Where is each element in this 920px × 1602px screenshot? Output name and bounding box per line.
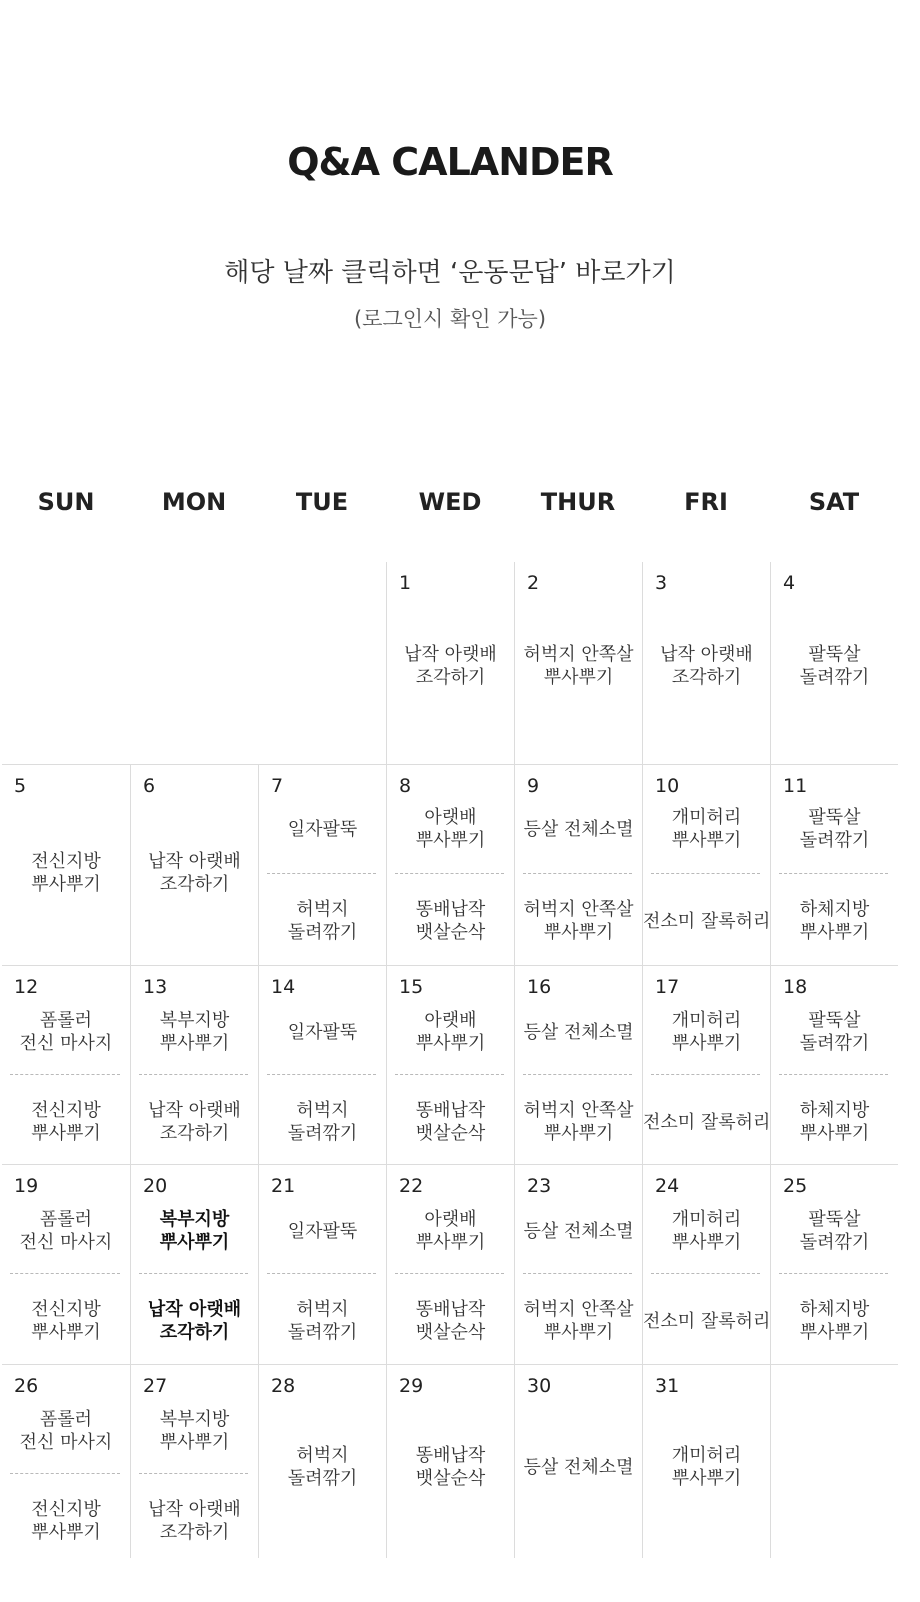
event-top[interactable]: 개미허리 뿌사뿌기 xyxy=(671,807,742,851)
day-number: 2 xyxy=(527,572,540,594)
event-divider xyxy=(267,873,376,874)
day-number: 14 xyxy=(271,976,296,998)
event-top[interactable]: 아랫배 뿌사뿌기 xyxy=(415,1010,486,1054)
weekday-tue: TUE xyxy=(295,488,349,516)
calendar-empty-cell xyxy=(2,562,130,764)
calendar-day-15[interactable] xyxy=(386,965,514,1164)
event-top[interactable]: 납작 아랫배 조각하기 xyxy=(660,644,753,688)
event-bottom[interactable]: 하체지방 뿌사뿌기 xyxy=(799,1299,870,1343)
event-top[interactable]: 납작 아랫배 조각하기 xyxy=(404,644,497,688)
calendar-empty-cell xyxy=(770,1364,898,1558)
calendar-day-10[interactable] xyxy=(642,764,770,965)
event-top[interactable]: 일자팔뚝 xyxy=(287,818,358,840)
calendar-day-11[interactable] xyxy=(770,764,898,965)
calendar-day-25[interactable] xyxy=(770,1164,898,1364)
calendar-day-29[interactable] xyxy=(386,1364,514,1558)
calendar-day-22[interactable] xyxy=(386,1164,514,1364)
calendar-day-19[interactable] xyxy=(2,1164,130,1364)
event-divider xyxy=(10,1273,120,1274)
event-divider xyxy=(267,1273,376,1274)
calendar-day-21[interactable] xyxy=(258,1164,386,1364)
event-divider xyxy=(10,1473,120,1474)
day-number: 10 xyxy=(655,775,680,797)
event-bottom[interactable]: 허벅지 안쪽살 뿌사뿌기 xyxy=(523,1299,634,1343)
day-number: 24 xyxy=(655,1175,680,1197)
day-number: 23 xyxy=(527,1175,552,1197)
calendar-day-4[interactable] xyxy=(770,562,898,764)
calendar-day-18[interactable] xyxy=(770,965,898,1164)
day-number: 18 xyxy=(783,976,808,998)
event-divider xyxy=(139,1074,248,1075)
day-number: 12 xyxy=(14,976,39,998)
day-number: 6 xyxy=(143,775,156,797)
event-divider xyxy=(651,1273,760,1274)
event-bottom[interactable]: 허벅지 안쪽살 뿌사뿌기 xyxy=(523,1100,634,1144)
event-top[interactable]: 아랫배 뿌사뿌기 xyxy=(415,807,486,851)
day-number: 4 xyxy=(783,572,796,594)
calendar-day-31[interactable] xyxy=(642,1364,770,1558)
event-top[interactable]: 등살 전체소멸 xyxy=(523,1220,634,1242)
event-divider xyxy=(651,873,760,874)
page-subtitle: 해당 날짜 클릭하면 ‘운동문답’ 바로가기 xyxy=(224,258,676,288)
weekday-sun: SUN xyxy=(37,488,95,516)
event-bottom[interactable]: 전소미 잘록허리 xyxy=(643,1111,771,1133)
day-number: 7 xyxy=(271,775,284,797)
day-number: 31 xyxy=(655,1375,680,1397)
weekday-thur: THUR xyxy=(540,488,616,516)
event-top[interactable]: 아랫배 뿌사뿌기 xyxy=(415,1209,486,1253)
event-bottom[interactable]: 전신지방 뿌사뿌기 xyxy=(31,1100,101,1144)
calendar-day-24[interactable] xyxy=(642,1164,770,1364)
weekday-wed: WED xyxy=(418,488,482,516)
event-bottom[interactable]: 허벅지 안쪽살 뿌사뿌기 xyxy=(523,899,634,943)
day-number: 9 xyxy=(527,775,540,797)
event-bottom[interactable]: 전신지방 뿌사뿌기 xyxy=(31,1499,101,1543)
calendar-empty-cell xyxy=(258,562,386,764)
event-divider xyxy=(523,1074,632,1075)
event-bottom[interactable]: 전소미 잘록허리 xyxy=(643,1310,771,1332)
day-number: 8 xyxy=(399,775,412,797)
event-bottom[interactable]: 납작 아랫배 조각하기 xyxy=(148,1499,241,1543)
day-number: 27 xyxy=(143,1375,168,1397)
event-bottom[interactable]: 허벅지 돌려깎기 xyxy=(287,1100,358,1144)
day-number: 3 xyxy=(655,572,668,594)
event-top[interactable]: 전신지방 뿌사뿌기 xyxy=(31,851,101,895)
weekday-header xyxy=(2,488,898,524)
calendar-day-5[interactable] xyxy=(2,764,130,965)
day-number: 26 xyxy=(14,1375,39,1397)
event-top[interactable]: 일자팔뚝 xyxy=(287,1220,358,1242)
event-top[interactable]: 팔뚝살 돌려깎기 xyxy=(799,1209,870,1253)
event-divider xyxy=(395,873,504,874)
calendar-day-12[interactable] xyxy=(2,965,130,1164)
event-divider xyxy=(651,1074,760,1075)
calendar-day-7[interactable] xyxy=(258,764,386,965)
calendar-empty-cell xyxy=(130,562,258,764)
event-top[interactable]: 폼롤러 전신 마사지 xyxy=(19,1010,113,1054)
event-divider xyxy=(779,1273,888,1274)
day-number: 30 xyxy=(527,1375,552,1397)
event-top[interactable]: 폼롤러 전신 마사지 xyxy=(19,1409,113,1453)
event-bottom[interactable]: 허벅지 돌려깎기 xyxy=(287,1299,358,1343)
day-number: 5 xyxy=(14,775,27,797)
day-number: 22 xyxy=(399,1175,424,1197)
day-number: 28 xyxy=(271,1375,296,1397)
event-top[interactable]: 복부지방 뿌사뿌기 xyxy=(159,1209,230,1253)
day-number: 19 xyxy=(14,1175,39,1197)
calendar-day-20[interactable] xyxy=(130,1164,258,1364)
day-number: 13 xyxy=(143,976,168,998)
event-top[interactable]: 팔뚝살 돌려깎기 xyxy=(799,644,870,688)
day-number: 20 xyxy=(143,1175,168,1197)
event-divider xyxy=(139,1273,248,1274)
day-number: 15 xyxy=(399,976,424,998)
event-bottom[interactable]: 똥배납작 뱃살순삭 xyxy=(415,1100,486,1144)
event-bottom[interactable]: 똥배납작 뱃살순삭 xyxy=(415,1299,486,1343)
day-number: 16 xyxy=(527,976,552,998)
calendar-day-1[interactable] xyxy=(386,562,514,764)
event-bottom[interactable]: 전소미 잘록허리 xyxy=(643,910,771,932)
calendar-day-9[interactable] xyxy=(514,764,642,965)
event-top[interactable]: 개미허리 뿌사뿌기 xyxy=(671,1010,742,1054)
calendar-day-28[interactable] xyxy=(258,1364,386,1558)
event-divider xyxy=(523,1273,632,1274)
event-divider xyxy=(139,1473,248,1474)
event-top[interactable]: 개미허리 뿌사뿌기 xyxy=(671,1209,742,1253)
event-divider xyxy=(779,1074,888,1075)
event-top[interactable]: 복부지방 뿌사뿌기 xyxy=(159,1409,230,1453)
calendar-day-6[interactable] xyxy=(130,764,258,965)
day-number: 17 xyxy=(655,976,680,998)
event-top[interactable]: 팔뚝살 돌려깎기 xyxy=(799,1010,870,1054)
calendar-day-27[interactable] xyxy=(130,1364,258,1558)
event-top[interactable]: 등살 전체소멸 xyxy=(523,1021,634,1043)
calendar-day-2[interactable] xyxy=(514,562,642,764)
event-bottom[interactable]: 납작 아랫배 조각하기 xyxy=(147,1299,242,1343)
event-divider xyxy=(779,873,888,874)
calendar-day-23[interactable] xyxy=(514,1164,642,1364)
day-number: 25 xyxy=(783,1175,808,1197)
event-top[interactable]: 등살 전체소멸 xyxy=(523,818,634,840)
event-divider xyxy=(395,1074,504,1075)
weekday-mon: MON xyxy=(161,488,227,516)
event-top[interactable]: 폼롤러 전신 마사지 xyxy=(19,1209,113,1253)
event-divider xyxy=(523,873,632,874)
day-number: 1 xyxy=(399,572,412,594)
weekday-sat: SAT xyxy=(808,488,860,516)
weekday-fri: FRI xyxy=(684,488,728,516)
event-top[interactable]: 복부지방 뿌사뿌기 xyxy=(159,1010,230,1054)
event-divider xyxy=(267,1074,376,1075)
event-top[interactable]: 납작 아랫배 조각하기 xyxy=(148,851,241,895)
event-top[interactable]: 개미허리 뿌사뿌기 xyxy=(671,1445,742,1489)
event-bottom[interactable]: 전신지방 뿌사뿌기 xyxy=(31,1299,101,1343)
calendar-day-17[interactable] xyxy=(642,965,770,1164)
calendar-day-14[interactable] xyxy=(258,965,386,1164)
event-bottom[interactable]: 하체지방 뿌사뿌기 xyxy=(799,899,870,943)
day-number: 29 xyxy=(399,1375,424,1397)
login-note: (로그인시 확인 가능) xyxy=(353,307,547,331)
calendar-day-8[interactable] xyxy=(386,764,514,965)
event-divider xyxy=(395,1273,504,1274)
page-title: Q&A CALANDER xyxy=(287,140,613,184)
event-top[interactable]: 허벅지 돌려깎기 xyxy=(287,1445,358,1489)
calendar-day-3[interactable] xyxy=(642,562,770,764)
event-top[interactable]: 허벅지 안쪽살 뿌사뿌기 xyxy=(523,644,634,688)
day-number: 11 xyxy=(783,775,808,797)
calendar-day-30[interactable] xyxy=(514,1364,642,1558)
event-top[interactable]: 일자팔뚝 xyxy=(287,1021,358,1043)
calendar-day-16[interactable] xyxy=(514,965,642,1164)
event-bottom[interactable]: 허벅지 돌려깎기 xyxy=(287,899,358,943)
calendar-grid xyxy=(2,562,898,1558)
event-bottom[interactable]: 똥배납작 뱃살순삭 xyxy=(415,899,486,943)
calendar-day-13[interactable] xyxy=(130,965,258,1164)
event-bottom[interactable]: 납작 아랫배 조각하기 xyxy=(148,1100,241,1144)
event-top[interactable]: 똥배납작 뱃살순삭 xyxy=(415,1445,486,1489)
calendar-day-26[interactable] xyxy=(2,1364,130,1558)
event-top[interactable]: 등살 전체소멸 xyxy=(523,1456,634,1478)
event-divider xyxy=(10,1074,120,1075)
day-number: 21 xyxy=(271,1175,296,1197)
event-top[interactable]: 팔뚝살 돌려깎기 xyxy=(799,807,870,851)
event-bottom[interactable]: 하체지방 뿌사뿌기 xyxy=(799,1100,870,1144)
